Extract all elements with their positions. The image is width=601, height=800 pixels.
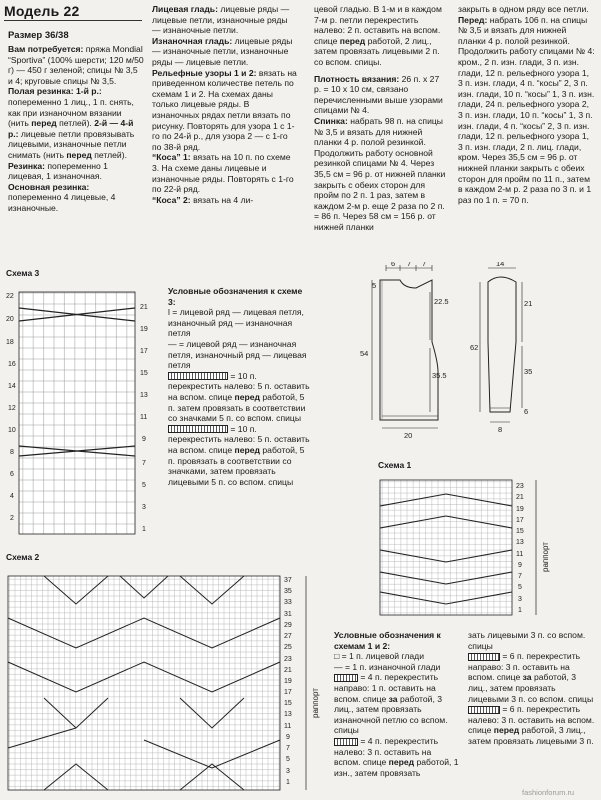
legend3-item2: — = лицевой ряд — изнаночная петля, изнаночный ряд — лицевая петля — [168, 338, 307, 371]
svg-text:9: 9 — [142, 436, 146, 443]
gauge-heading: Плотность вязания: — [314, 73, 400, 84]
dim-20: 20 — [404, 431, 413, 440]
dim-5: 5 — [372, 281, 377, 290]
sleeve-dim-6: 6 — [524, 407, 529, 416]
legend3-item4-front: перед — [234, 444, 261, 455]
scheme3-label: Схема 3 — [6, 268, 40, 278]
svg-text:20: 20 — [6, 316, 14, 323]
rib-text: попеременно 1 лицевая, 1 изнаночная. — [8, 160, 108, 182]
cable2-heading: “Коса” 2: — [152, 194, 191, 205]
legend3-title: Условные обозначения к схеме 3: — [168, 286, 303, 307]
materials-heading: Вам потребуется: — [8, 44, 84, 54]
legend12b-item5: = 6 п. перекрестить направо: 3 п. оставить на вспом. спице — [468, 651, 581, 683]
legend3-item4-b: работой, 5 п. провязать в соответствии со значками, затем провязать лицевыми 5 п. со вспом. спицы — [168, 444, 305, 487]
main-rib-text: попеременно 4 лицевые, 4 изнаночные. — [8, 192, 116, 213]
column-1 — [8, 44, 144, 214]
svg-text:19: 19 — [516, 506, 524, 513]
svg-text:7: 7 — [142, 460, 146, 467]
svg-text:29: 29 — [284, 622, 292, 629]
half-rib-text1: попеременно 1 лиц., 1 п. снять, как при изнаночном вязании (нить — [8, 96, 134, 129]
col3-text2: работой, 2 лиц., затем провязать лицевыми 2 п. со вспом. спицы. — [314, 35, 440, 67]
svg-text:11: 11 — [284, 723, 292, 730]
scheme2-label: Схема 2 — [6, 552, 40, 562]
column-3 — [314, 4, 446, 232]
legend3-item3-b: работой, 5 п. затем провязать в соответствии со значками 5 п. со вспом. спицы — [168, 391, 306, 424]
col4-text1: закрыть в одном ряду все петли. — [458, 4, 589, 14]
svg-text:21: 21 — [140, 304, 148, 311]
cable-6-right-icon — [468, 653, 500, 661]
svg-text:11: 11 — [516, 551, 524, 558]
sleeve-dim-8: 8 — [498, 425, 503, 434]
column-4 — [458, 4, 596, 205]
half-rib-text3: лицевые петли провязывать лицевыми, изнаночные петли снимать (нить — [8, 128, 135, 160]
legend12b-item6-b: работой, 3 лиц., затем провязать лицевыми 3 п. — [468, 725, 594, 746]
column-2 — [152, 4, 298, 205]
col3-front: перед — [339, 35, 366, 46]
rapport-label-1: раппорт — [541, 542, 550, 572]
dim-7a: 7 — [407, 262, 412, 268]
svg-text:17: 17 — [516, 517, 524, 524]
legend12b-item6-front: перед — [493, 725, 520, 736]
rib-heading: Резинка: — [8, 160, 45, 171]
legend12-item4-b: работой, 1 изн., затем провязать — [334, 757, 459, 778]
svg-text:9: 9 — [286, 734, 290, 741]
sleeve-dim-21: 21 — [524, 299, 533, 308]
front-text: набрать 106 п. на спицы № 3,5 и вязать для нижней планки 4 р. полой резинкой. Продолжить работу спицами № 4: кром., 2 п. изн. глади, 3 п. изн. глади, 12 п. рельефного узора 1, 3 п. изн. глади, 4 п. “косы” 2, 3 п. изн. глади, 10 п. “косы” 1, 3 п. изн. глади, 24 п. рельефного узора 2, 3 п. изн. глади, 10 п. “косы” 1, 3 п. изн. глади, 4 п. “косы” 2, 3 п. изн. глади, 12 п. рельефного узора 1, 3 п. изн. глади, 2 п. лиц. глади, кром. Через 35,5 см = 96 р. от нижней планки закрыть с обеих сторон для пройм по 11 п., затем в каждом 2-м р. 2 раза по 3 п. и 1 раз по 1 п. = 70 п. — [458, 14, 595, 205]
svg-text:2: 2 — [10, 515, 14, 522]
svg-text:22: 22 — [6, 293, 14, 300]
scheme1-grid — [380, 480, 512, 615]
dim-35: 35.5 — [432, 371, 447, 380]
pattern-sleeve-diagram — [470, 262, 550, 448]
legend12b-item6: = 6 п. перекрестить налево: 3 п. оставить на вспом. спице — [468, 704, 595, 736]
cable-symbol-2 — [168, 425, 228, 433]
cable-symbol-1 — [168, 372, 228, 380]
svg-text:1: 1 — [286, 779, 290, 786]
legend12-item4: = 4 п. перекрестить налево: 3 п. оставить на вспом. спице — [334, 735, 439, 768]
cable-4-left-icon — [334, 738, 358, 746]
scheme2-chart — [4, 568, 324, 796]
svg-text:21: 21 — [284, 667, 292, 674]
scheme3-grid — [19, 292, 135, 534]
half-rib-row2: 2-й — 4-й р.: — [8, 118, 134, 139]
svg-text:27: 27 — [284, 633, 292, 640]
sleeve-dim-14: 14 — [496, 262, 505, 268]
half-rib-front2: перед — [66, 149, 92, 160]
dim-7b: 7 — [422, 262, 427, 268]
back-heading: Спинка: — [314, 115, 348, 126]
front-heading: Перед: — [458, 14, 488, 25]
legend12-item4-front: перед — [388, 757, 415, 768]
half-rib-heading: Полая резинка: — [8, 86, 74, 97]
rapport-label-2: раппорт — [311, 688, 320, 718]
sleeve-outline — [488, 277, 516, 412]
legend12b-item5-b: работой, 3 лиц., затем провязать лицевыми 3 п. со вспом. спицы — [468, 672, 594, 704]
pattern-body-diagram — [358, 262, 458, 442]
scheme3-chart — [2, 282, 154, 540]
svg-text:15: 15 — [516, 528, 524, 535]
body-outline — [380, 280, 438, 420]
svg-text:23: 23 — [284, 656, 292, 663]
half-rib-text2: петлей). — [59, 118, 92, 129]
svg-text:35: 35 — [284, 588, 292, 595]
scheme2-grid — [8, 576, 280, 790]
svg-text:11: 11 — [140, 414, 148, 421]
svg-text:19: 19 — [140, 326, 148, 333]
svg-text:7: 7 — [286, 745, 290, 752]
svg-text:33: 33 — [284, 599, 292, 606]
svg-text:12: 12 — [8, 405, 16, 412]
scheme1-row-numbers — [516, 483, 524, 614]
stockinette-text: лицевые ряды — лицевые петли, изнаночные ряды — изнаночные петли. — [152, 4, 290, 36]
legend3-item4: = 10 п. перекрестить налево: 5 п. оставить на вспом. спице — [168, 423, 310, 455]
svg-text:3: 3 — [518, 596, 522, 603]
svg-text:23: 23 — [516, 483, 524, 490]
sleeve-dim-62: 62 — [470, 343, 479, 352]
main-rib-heading: Основная резинка: — [8, 181, 90, 192]
relief-heading: Рельефные узоры 1 и 2: — [152, 67, 257, 78]
dim-22: 22.5 — [434, 297, 449, 306]
legend-scheme12 — [334, 630, 460, 778]
sleeve-dim-35: 35 — [524, 367, 533, 376]
svg-text:7: 7 — [518, 573, 522, 580]
half-rib-row1: 1-й р.: — [75, 86, 102, 97]
legend12b-text0: зать лицевыми 3 п. со вспом. спицы — [468, 630, 586, 651]
legend3-item3-front: перед — [234, 391, 261, 402]
dim-6: 6 — [391, 262, 396, 268]
svg-text:1: 1 — [142, 526, 146, 533]
svg-text:21: 21 — [516, 494, 524, 501]
dim-54: 54 — [360, 349, 369, 358]
col3-text1: цевой гладью. В 1-м и в каждом 7-м р. петли перекрестить налево: 2 п. оставить на вспом. спице — [314, 4, 442, 46]
relief-text: вязать на приведенном количестве петель по схемам 1 и 2. На схемах даны только лицевые ряды. В изнаночных рядах петли вязать по рисунку. Повторять для узора 1 с 1-го по 24-й р., для узора 2 — с 1-го по 38-й ряд. — [152, 67, 297, 152]
reverse-heading: Изнаночная гладь: — [152, 35, 233, 46]
legend12-item3-back: за — [388, 693, 398, 704]
half-rib-front: перед — [31, 118, 57, 129]
title-divider — [4, 20, 142, 21]
gauge-text: 26 п. х 27 р. = 10 х 10 см, связано перечисленными выше узорами спицами № 4. — [314, 73, 443, 116]
materials-text: пряжа Mondial “Sportiva” (100% шерсти; 120 м/50 г) — 450 г зеленой; спицы № 3,5 и 4; круговые спицы № 3,5. — [8, 44, 144, 86]
svg-text:15: 15 — [140, 370, 148, 377]
back-text: набрать 98 п. на спицы № 3,5 и вязать для нижней планки 4 р. полой резинкой. Продолжить работу основной резинкой спицами № 4. Через 35,5 см = 96 р. от нижней планки закрыть с обеих сторон для пройм по 2 п. 1 раз, затем в каждом 2-м р. еще 2 раза по 2 п. = 86 п. Через 58 см = 156 р. от нижней планки — [314, 115, 446, 232]
cable1-heading: “Коса” 1: — [152, 152, 191, 163]
legend12-title: Условные обозначения к схемам 1 и 2: — [334, 630, 441, 651]
svg-text:14: 14 — [8, 383, 16, 390]
svg-text:3: 3 — [286, 768, 290, 775]
svg-text:5: 5 — [518, 584, 522, 591]
size-heading: Размер 36/38 — [8, 30, 69, 41]
legend3-item3: = 10 п. перекрестить налево: 5 п. оставить на вспом. спице — [168, 370, 310, 402]
svg-text:37: 37 — [284, 577, 292, 584]
svg-text:5: 5 — [142, 482, 146, 489]
cable1-text: вязать на 10 п. по схеме 3. На схеме даны лицевые и изнаночные ряды. Повторять с 1-го по 22-й ряд. — [152, 152, 294, 195]
legend12-item3: = 4 п. перекрестить направо: 1 п. оставить на вспом. спице — [334, 672, 439, 704]
legend12b-item5-back: за — [522, 672, 532, 683]
legend-scheme12-cont — [468, 630, 596, 747]
svg-text:10: 10 — [8, 427, 16, 434]
page-title: Модель 22 — [4, 3, 80, 19]
svg-text:16: 16 — [8, 361, 16, 368]
cable-6-left-icon — [468, 706, 500, 714]
svg-text:17: 17 — [140, 348, 148, 355]
cable-4-right-icon — [334, 674, 358, 682]
legend12-item2: — = 1 п. изнаночной глади — [334, 661, 441, 672]
svg-text:5: 5 — [286, 756, 290, 763]
scheme1-label: Схема 1 — [378, 460, 412, 470]
svg-text:19: 19 — [284, 678, 292, 685]
stockinette-heading: Лицевая гладь: — [152, 4, 218, 14]
scheme1-chart — [376, 476, 561, 618]
svg-text:17: 17 — [284, 689, 292, 696]
watermark: fashionforum.ru — [522, 788, 575, 797]
scheme2-row-numbers — [284, 577, 292, 786]
svg-text:9: 9 — [518, 562, 522, 569]
svg-text:8: 8 — [10, 449, 14, 456]
legend12-item3-b: работой, 3 лиц., затем провязать изнаночной петлю со вспом. спицы — [334, 693, 448, 736]
svg-text:18: 18 — [6, 339, 14, 346]
svg-text:31: 31 — [284, 611, 292, 618]
half-rib-text4: петлей). — [94, 149, 127, 160]
legend12-item1: □ = 1 п. лицевой глади — [334, 651, 424, 662]
svg-text:13: 13 — [516, 539, 524, 546]
svg-text:1: 1 — [518, 607, 522, 614]
svg-text:4: 4 — [10, 493, 14, 500]
legend3-item1: l = лицевой ряд — лицевая петля, изнаночный ряд — изнаночная петля — [168, 307, 304, 339]
svg-text:3: 3 — [142, 504, 146, 511]
legend-scheme3 — [168, 286, 310, 487]
svg-text:6: 6 — [10, 471, 14, 478]
reverse-text: лицевые ряды — изнаночные петли, изнаночные ряды — лицевые петли. — [152, 35, 293, 67]
svg-text:15: 15 — [284, 700, 292, 707]
svg-text:25: 25 — [284, 644, 292, 651]
cable2-text: вязать на 4 ли- — [193, 194, 254, 205]
svg-text:13: 13 — [140, 392, 148, 399]
svg-text:13: 13 — [284, 711, 292, 718]
